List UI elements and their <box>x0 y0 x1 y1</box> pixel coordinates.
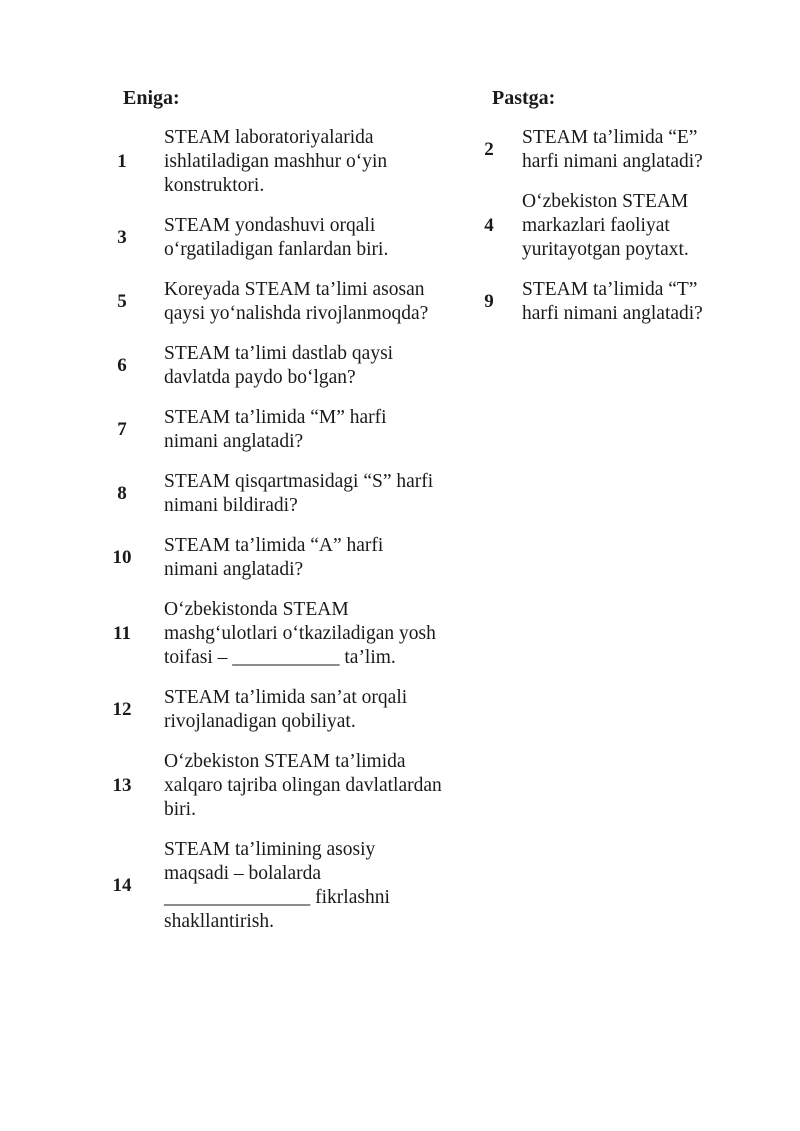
clue-number: 6 <box>117 355 127 376</box>
clue-line: Koreyada STEAM ta’limi asosan <box>164 279 425 300</box>
clue-number: 4 <box>484 215 494 236</box>
clue-line: yuritayotgan poytaxt. <box>522 239 689 260</box>
clue-number: 12 <box>112 699 132 720</box>
clue-number: 5 <box>117 291 127 312</box>
clue-line: maqsadi – bolalarda <box>164 863 322 884</box>
clue-text <box>164 470 476 518</box>
clue-line: mashg‘ulotlari o‘tkaziladigan yosh <box>164 623 436 644</box>
clue-line: STEAM ta’limining asosiy <box>164 839 376 860</box>
clue-number: 11 <box>113 623 131 644</box>
clue-line: konstruktori. <box>164 175 265 196</box>
clue-line: davlatda paydo bo‘lgan? <box>164 367 356 388</box>
clue-text <box>164 278 476 326</box>
clue-number: 13 <box>112 775 132 796</box>
clue-line: STEAM ta’limida “T” <box>522 279 698 300</box>
clue-text <box>164 534 476 582</box>
clue-text <box>522 190 734 262</box>
clue-line: markazlari faoliyat <box>522 215 670 236</box>
clue-number: 7 <box>117 419 127 440</box>
clue-line: O‘zbekistonda STEAM <box>164 599 349 620</box>
across-clue <box>104 534 484 582</box>
clue-line: nimani anglatadi? <box>164 431 304 452</box>
clue-number: 3 <box>117 227 127 248</box>
clue-line: STEAM ta’limida “A” harfi <box>164 535 384 556</box>
clue-text <box>164 214 476 262</box>
across-clue <box>104 598 484 670</box>
clue-text <box>164 406 476 454</box>
clue-line: rivojlanadigan qobiliyat. <box>164 711 356 732</box>
clue-line: harfi nimani anglatadi? <box>522 303 703 324</box>
down-clue <box>470 190 770 262</box>
clue-line: o‘rgatiladigan fanlardan biri. <box>164 239 389 260</box>
across-heading: Eniga: <box>123 87 180 109</box>
down-clue-list <box>470 126 770 342</box>
clue-line: STEAM qisqartmasidagi “S” harfi <box>164 471 434 492</box>
clue-line: harfi nimani anglatadi? <box>522 151 703 172</box>
clue-text <box>164 342 476 390</box>
clue-text <box>164 126 476 198</box>
clue-line: STEAM ta’limida “M” harfi <box>164 407 387 428</box>
down-clue <box>470 278 770 326</box>
across-clue <box>104 342 484 390</box>
across-clue <box>104 686 484 734</box>
clue-line: O‘zbekiston STEAM <box>522 191 689 212</box>
down-clue <box>470 126 770 174</box>
clue-line: STEAM yondashuvi orqali <box>164 215 376 236</box>
clue-line: STEAM ta’limida “E” <box>522 127 698 148</box>
clue-line: biri. <box>164 799 196 820</box>
clue-number: 9 <box>484 291 494 312</box>
clue-line: ishlatiladigan mashhur o‘yin <box>164 151 388 172</box>
clue-text <box>522 278 734 326</box>
clue-line: O‘zbekiston STEAM ta’limida <box>164 751 406 772</box>
across-clue <box>104 838 484 934</box>
across-clue <box>104 126 484 198</box>
clue-line: _______________ fikrlashni <box>164 887 390 908</box>
clue-line: nimani anglatadi? <box>164 559 304 580</box>
clue-number: 2 <box>484 139 494 160</box>
across-clue <box>104 214 484 262</box>
clue-number: 8 <box>117 483 127 504</box>
clue-line: STEAM ta’limida san’at orqali <box>164 687 408 708</box>
clue-line: STEAM ta’limi dastlab qaysi <box>164 343 394 364</box>
clue-text <box>522 126 734 174</box>
clue-line: qaysi yo‘nalishda rivojlanmoqda? <box>164 303 429 324</box>
across-clue-list <box>104 126 484 950</box>
across-clue <box>104 470 484 518</box>
down-heading: Pastga: <box>492 87 556 109</box>
across-clue <box>104 750 484 822</box>
clue-line: shakllantirish. <box>164 911 274 932</box>
clue-text <box>164 838 476 934</box>
clue-line: toifasi – ___________ ta’lim. <box>164 647 396 668</box>
clue-line: xalqaro tajriba olingan davlatlardan <box>164 775 442 796</box>
across-clue <box>104 278 484 326</box>
clue-number: 1 <box>117 151 127 172</box>
clue-text <box>164 750 476 822</box>
clue-text <box>164 686 476 734</box>
clue-line: nimani bildiradi? <box>164 495 298 516</box>
across-clue <box>104 406 484 454</box>
clue-text <box>164 598 476 670</box>
clue-number: 14 <box>112 875 132 896</box>
clue-number: 10 <box>112 547 132 568</box>
clue-line: STEAM laboratoriyalarida <box>164 127 374 148</box>
